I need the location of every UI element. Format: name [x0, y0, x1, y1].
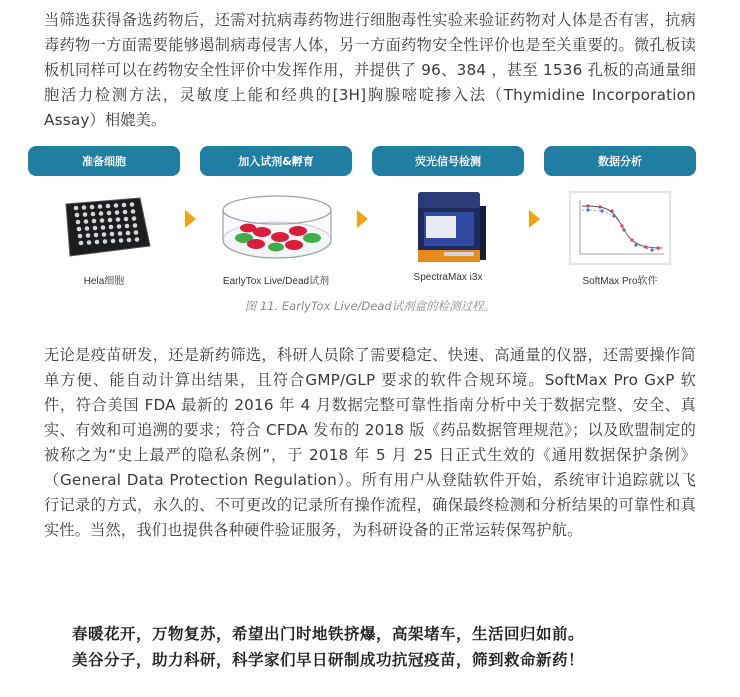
workflow-figure: [28, 146, 708, 296]
step-header-add-reagent: 加入试剂&孵育: [200, 146, 352, 176]
closing-line-1: 春暖花开，万物复苏，希望出门时地铁挤爆，高架堵车，生活回归如前。: [72, 625, 585, 643]
figure-caption: 图 11. EarlyTox Live/Dead试剂盒的检测过程。: [244, 299, 496, 313]
arrow-right-icon: [185, 210, 196, 228]
intro-paragraph: 当筛选获得备选药物后，还需对抗病毒药物进行细胞毒性实验来验证药物对人体是否有害，抗病毒药物一方面需要能够遏制病毒侵害人体，另一方面药物安全性评价也是至关重要的。微孔板读板机同样可以在药物安全性评价中发挥作用，并提供了 96、384 ，甚至 1536 孔板的高通量细胞活力检测方法，灵敏度上能和经典的[3H]胸腺嘧啶掺入法（Thymidine Incorporation Assay）相媲美。: [44, 11, 696, 129]
step-header-prepare-cells: 准备细胞: [28, 146, 180, 176]
closing-line-2: 美谷分子，助力科研，科学家们早日研制成功抗冠疫苗，筛到救命新药！: [72, 651, 585, 669]
dose-response-chart-icon: [566, 190, 674, 268]
step-label-softmax-pro: SoftMax Pro软件: [582, 276, 658, 287]
body-paragraph: 无论是疫苗研发，还是新药筛选，科研人员除了需要稳定、快速、高通量的仪器，还需要操作简单方便、能自动计算出结果，且符合GMP/GLP 要求的软件合规环境。SoftMax Pro GxP 软件，符合美国 FDA 最新的 2016 年 4 月数据完整可靠性指南分析中关于数据完整、安全、真实、有效和可追溯的要求；符合 CFDA 发布的 2018 版《药品数据管理规范》；以及欧盟制定的被称之为“史上最严的隐私条例”，于 2018 年 5 月 25 日正式生效的《通用数据保护条例》（General Data Protection Regulation）。所有用户从登陆软件开始，系统审计追踪就以飞行记录的方式，永久的、不可更改的记录所有操作流程，确保最终检测和分析结果的可靠性和真实性。当然，我们也提供各种硬件验证服务，为科研设备的正常运转保驾护航。: [44, 346, 696, 539]
step-header-data-analysis: 数据分析: [544, 146, 696, 176]
petri-dish-icon: [218, 192, 336, 262]
step-label-spectramax: SpectraMax i3x: [413, 272, 483, 283]
step-header-fluorescence-detection: 荧光信号检测: [372, 146, 524, 176]
plate-reader-icon: [414, 186, 488, 268]
arrow-right-icon: [529, 210, 540, 228]
arrow-right-icon: [357, 210, 368, 228]
step-label-hela-cells: Hela细胞: [83, 276, 125, 287]
step-label-earlytox-reagent: EarlyTox Live/Dead试剂: [222, 276, 330, 287]
microplate-icon: [60, 194, 152, 260]
